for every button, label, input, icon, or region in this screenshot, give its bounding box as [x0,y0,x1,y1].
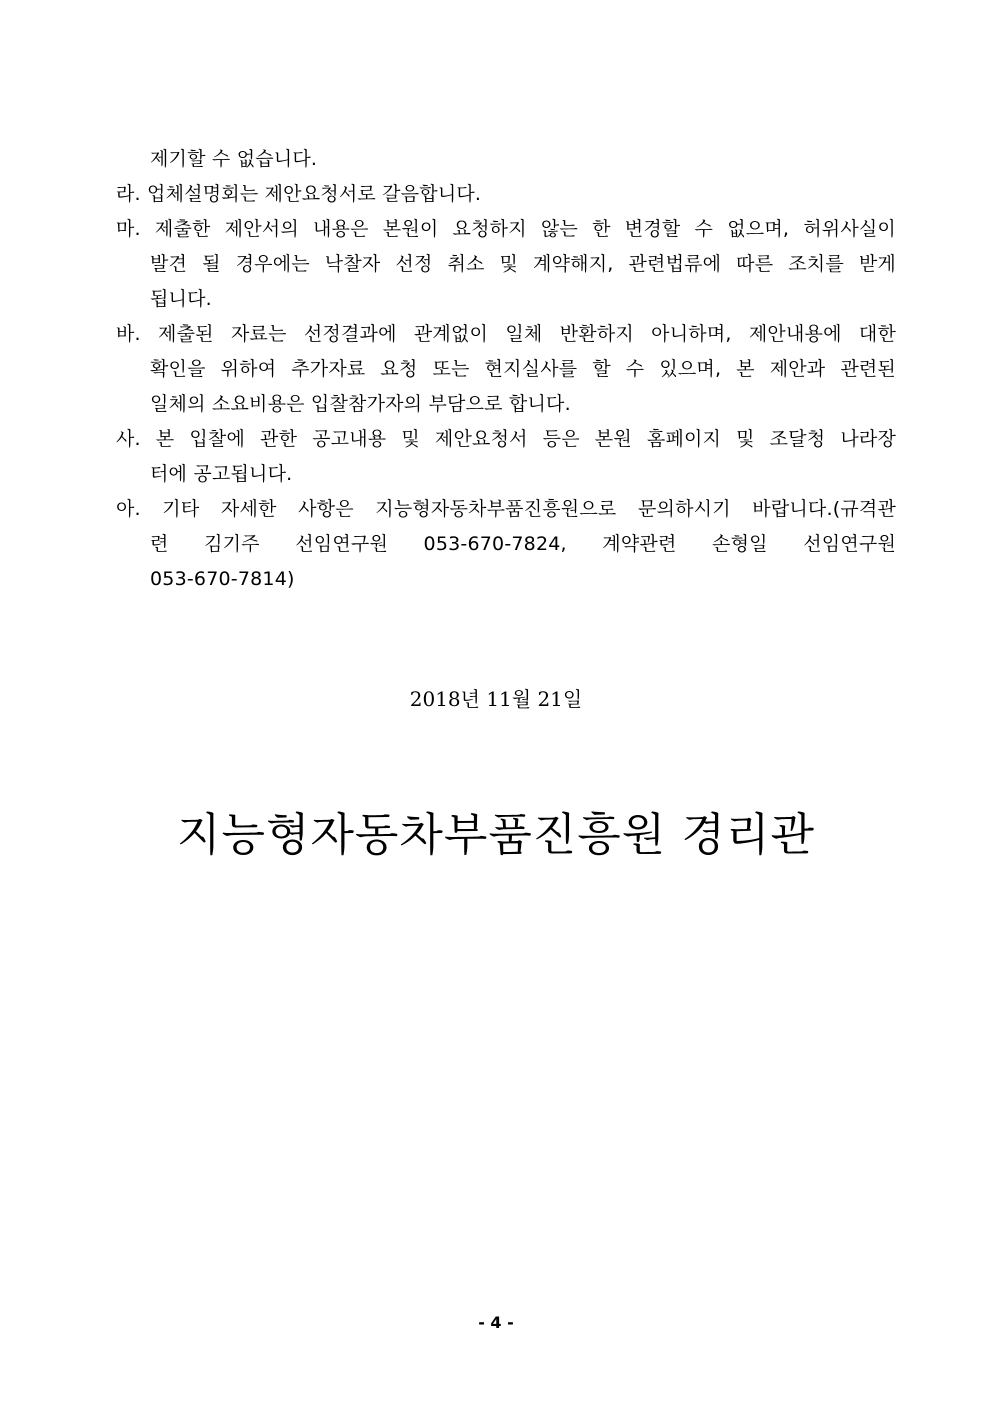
text-line: 확인을 위하여 추가자료 요청 또는 현지실사를 할 수 있으며, 본 제안과 관련된 [150,358,896,380]
text-line: 053-670-7814) [150,568,295,590]
text-line: 됩니다. [150,288,212,310]
list-item-ma: 마. 제출한 제안서의 내용은 본원이 요청하지 않는 한 변경할 수 없으며, 허위사실이 [116,218,896,240]
document-date: 2018년 11월 21일 [409,687,583,711]
page-number: - 4 - [478,1313,514,1332]
list-item-ba: 바. 제출된 자료는 선정결과에 관계없이 일체 반환하지 아니하며, 제안내용에 대한 [116,323,896,345]
text-line: 터에 공고됩니다. [150,463,293,485]
text-line: 제기할 수 없습니다. [150,148,318,170]
text-line: 발견 될 경우에는 낙찰자 선정 취소 및 계약해지, 관련법류에 따른 조치를 받게 [150,253,896,275]
text-line: 일체의 소요비용은 입찰참가자의 부담으로 합니다. [150,393,571,415]
list-item-ra: 라. 업체설명회는 제안요청서로 갈음합니다. [116,183,482,205]
issuer-signature: 지능형자동차부품진흥원 경리관 [177,808,815,861]
list-item-a: 아. 기타 자세한 사항은 지능형자동차부품진흥원으로 문의하시기 바랍니다.(규격관 [116,498,896,520]
list-item-sa: 사. 본 입찰에 관한 공고내용 및 제안요청서 등은 본원 홈페이지 및 조달청 나라장 [116,428,896,450]
text-line: 련 김기주 선임연구원 053-670-7824, 계약관련 손형일 선임연구원 [150,533,896,555]
